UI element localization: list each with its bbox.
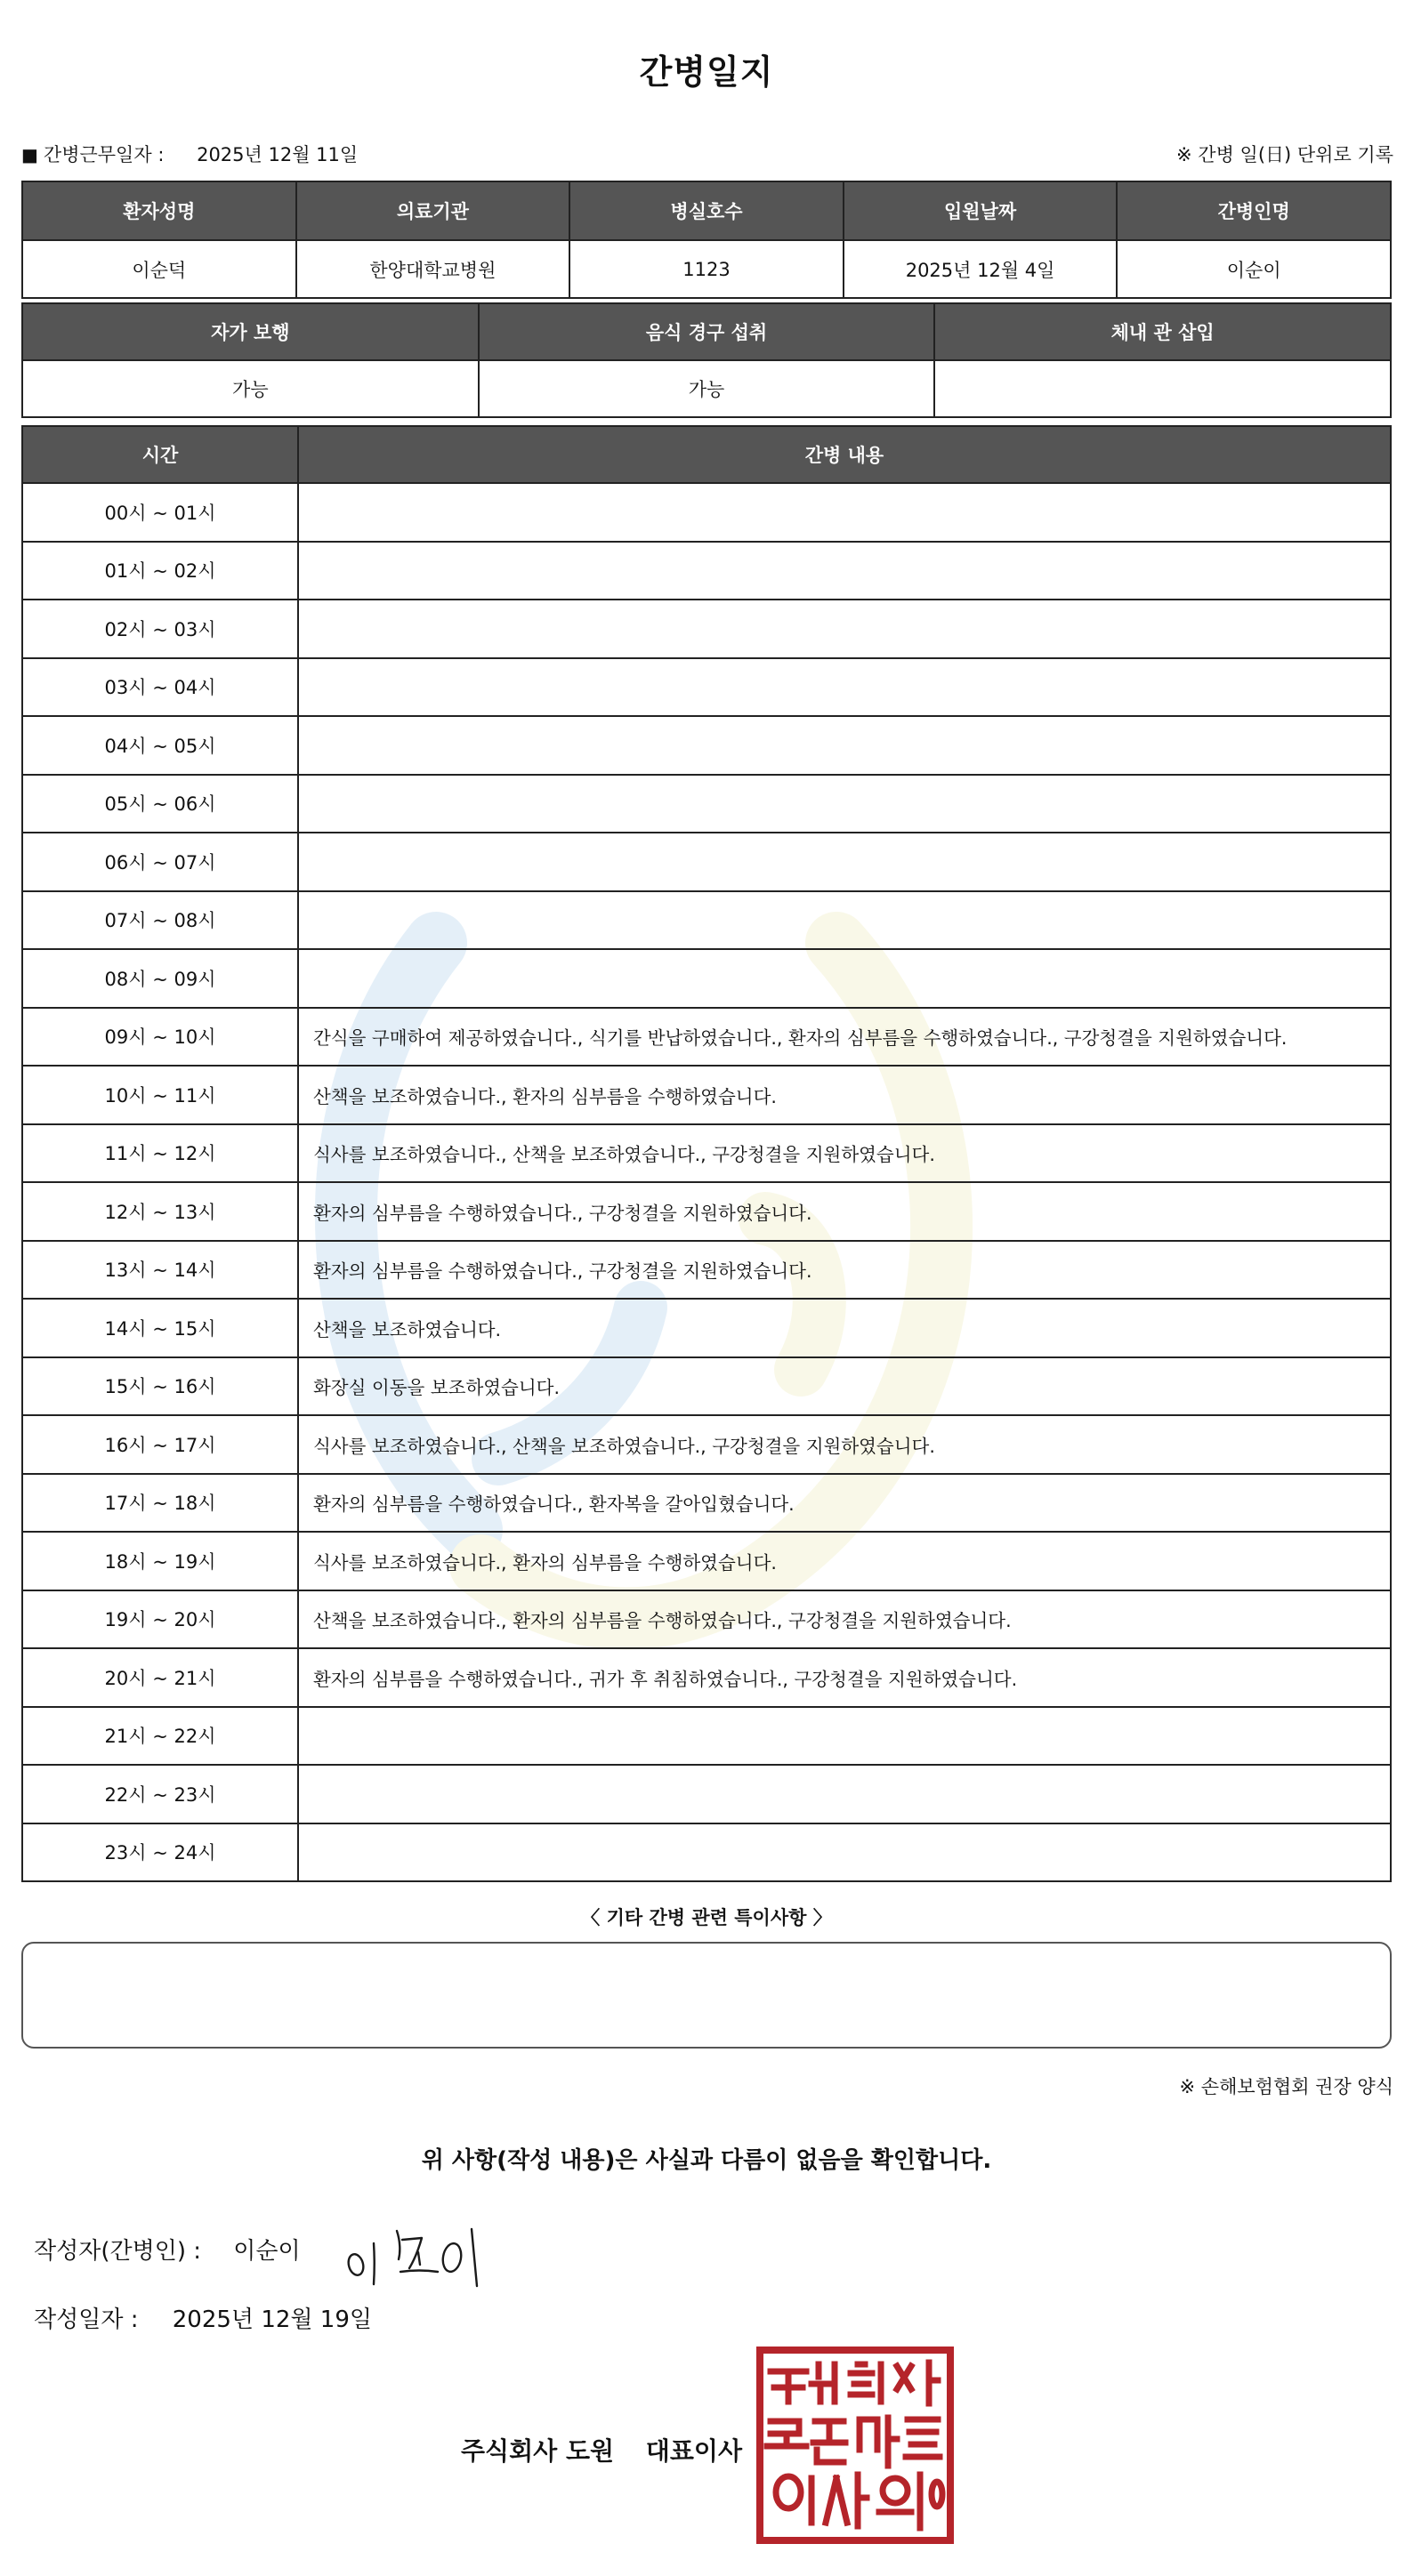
time-slot: 07시 ~ 08시 xyxy=(22,891,298,950)
header-room-number: 병실호수 xyxy=(569,181,844,240)
header-admission-date: 입원날짜 xyxy=(844,181,1118,240)
table-row xyxy=(22,891,1391,950)
care-content: 환자의 심부름을 수행하였습니다., 구강청결을 지원하였습니다. xyxy=(298,1182,1391,1241)
header-caregiver-name: 간병인명 xyxy=(1117,181,1391,240)
work-date-value: 2025년 12월 11일 xyxy=(197,144,359,165)
write-date-value: 2025년 12월 19일 xyxy=(172,2306,372,2333)
time-slot: 23시 ~ 24시 xyxy=(22,1823,298,1882)
care-content: 환자의 심부름을 수행하였습니다., 구강청결을 지원하였습니다. xyxy=(298,1241,1391,1300)
header-time: 시간 xyxy=(22,426,298,483)
table-row xyxy=(22,1707,1391,1766)
time-slot: 18시 ~ 19시 xyxy=(22,1532,298,1590)
table-row xyxy=(22,658,1391,717)
time-slot: 10시 ~ 11시 xyxy=(22,1066,298,1124)
caregiver-name: 이순이 xyxy=(1117,240,1391,298)
time-slot: 05시 ~ 06시 xyxy=(22,775,298,833)
time-slot: 01시 ~ 02시 xyxy=(22,542,298,600)
table-row xyxy=(22,1765,1391,1823)
time-slot: 09시 ~ 10시 xyxy=(22,1008,298,1067)
header-hospital: 의료기관 xyxy=(296,181,570,240)
time-slot: 16시 ~ 17시 xyxy=(22,1415,298,1474)
table-row xyxy=(22,1590,1391,1649)
care-content: 산책을 보조하였습니다., 환자의 심부름을 수행하였습니다., 구강청결을 지원하였습니다. xyxy=(298,1590,1391,1649)
work-date-separator: : xyxy=(157,144,165,165)
table-row xyxy=(22,1241,1391,1300)
table-row xyxy=(22,1823,1391,1882)
care-content xyxy=(298,716,1391,775)
self-walking-value: 가능 xyxy=(22,360,479,417)
care-content xyxy=(298,949,1391,1008)
header-patient-name: 환자성명 xyxy=(22,181,296,240)
work-date-label: 간병근무일자 xyxy=(43,144,152,165)
care-content: 식사를 보조하였습니다., 산책을 보조하였습니다., 구강청결을 지원하였습니다. xyxy=(298,1415,1391,1474)
patient-status-header-row xyxy=(22,303,1391,360)
unit-note: ※ 간병 일(日) 단위로 기록 xyxy=(1176,144,1393,165)
time-slot: 02시 ~ 03시 xyxy=(22,600,298,658)
writer-name: 이순이 xyxy=(233,2238,301,2265)
table-row xyxy=(22,1532,1391,1590)
write-date-line xyxy=(34,2301,372,2334)
write-date-label: 작성일자 : xyxy=(34,2306,139,2333)
table-row xyxy=(22,1648,1391,1707)
table-row xyxy=(22,1182,1391,1241)
table-row xyxy=(22,1415,1391,1474)
association-note: ※ 손해보험협회 권장 양식 xyxy=(1179,2076,1393,2097)
time-slot: 17시 ~ 18시 xyxy=(22,1474,298,1533)
table-row xyxy=(22,716,1391,775)
table-row xyxy=(22,833,1391,891)
patient-info-table xyxy=(21,181,1392,299)
company-line xyxy=(461,2432,742,2467)
ceo-title: 대표이사 xyxy=(645,2436,742,2466)
care-content xyxy=(298,542,1391,600)
time-slot: 11시 ~ 12시 xyxy=(22,1124,298,1183)
table-row xyxy=(22,542,1391,600)
care-content xyxy=(298,658,1391,717)
patient-info-value-row xyxy=(22,240,1391,298)
time-slot: 04시 ~ 05시 xyxy=(22,716,298,775)
time-slot: 22시 ~ 23시 xyxy=(22,1765,298,1823)
care-content xyxy=(298,1765,1391,1823)
company-name: 주식회사 도원 xyxy=(461,2436,615,2466)
care-content: 간식을 구매하여 제공하였습니다., 식기를 반납하였습니다., 환자의 심부름을 수행하였습니다., 구강청결을 지원하였습니다. xyxy=(298,1008,1391,1067)
table-row xyxy=(22,1008,1391,1067)
patient-name: 이순덕 xyxy=(22,240,296,298)
care-content: 환자의 심부름을 수행하였습니다., 환자복을 갈아입혔습니다. xyxy=(298,1474,1391,1533)
handwritten-signature xyxy=(338,2213,516,2293)
care-content: 산책을 보조하였습니다., 환자의 심부름을 수행하였습니다. xyxy=(298,1066,1391,1124)
header-care-content: 간병 내용 xyxy=(298,426,1391,483)
time-slot: 12시 ~ 13시 xyxy=(22,1182,298,1241)
table-row xyxy=(22,1357,1391,1416)
oral-intake-value: 가능 xyxy=(479,360,935,417)
table-row xyxy=(22,600,1391,658)
admission-date: 2025년 12월 4일 xyxy=(844,240,1118,298)
care-content xyxy=(298,775,1391,833)
time-slot: 20시 ~ 21시 xyxy=(22,1648,298,1707)
care-content xyxy=(298,891,1391,950)
patient-info-header-row xyxy=(22,181,1391,240)
confirmation-statement: 위 사항(작성 내용)은 사실과 다름이 없음을 확인합니다. xyxy=(421,2147,992,2174)
care-content xyxy=(298,483,1391,542)
table-row xyxy=(22,1124,1391,1183)
table-row xyxy=(22,1474,1391,1533)
care-content: 식사를 보조하였습니다., 환자의 심부름을 수행하였습니다. xyxy=(298,1532,1391,1590)
time-slot: 06시 ~ 07시 xyxy=(22,833,298,891)
time-slot: 03시 ~ 04시 xyxy=(22,658,298,717)
square-bullet-icon: ■ xyxy=(21,144,38,165)
header-self-walking: 자가 보행 xyxy=(22,303,479,360)
hospital-name: 한양대학교병원 xyxy=(296,240,570,298)
page-title: 간병일지 xyxy=(639,52,774,92)
time-slot: 00시 ~ 01시 xyxy=(22,483,298,542)
company-seal-stamp xyxy=(755,2345,956,2546)
table-row xyxy=(22,1299,1391,1357)
writer-line xyxy=(34,2233,301,2266)
tube-insertion-value xyxy=(934,360,1391,417)
header-tube-insertion: 체내 관 삽입 xyxy=(934,303,1391,360)
care-content: 환자의 심부름을 수행하였습니다., 귀가 후 취침하였습니다., 구강청결을 지원하였습니다. xyxy=(298,1648,1391,1707)
time-slot: 19시 ~ 20시 xyxy=(22,1590,298,1649)
table-row xyxy=(22,949,1391,1008)
patient-status-table xyxy=(21,302,1392,418)
care-schedule-table xyxy=(21,425,1392,1882)
time-slot: 15시 ~ 16시 xyxy=(22,1357,298,1416)
care-content: 화장실 이동을 보조하였습니다. xyxy=(298,1357,1391,1416)
schedule-header-row xyxy=(22,426,1391,483)
table-row xyxy=(22,483,1391,542)
header-oral-intake: 음식 경구 섭취 xyxy=(479,303,935,360)
table-row xyxy=(22,1066,1391,1124)
work-date-line xyxy=(21,141,358,167)
patient-status-value-row xyxy=(22,360,1391,417)
care-content: 식사를 보조하였습니다., 산책을 보조하였습니다., 구강청결을 지원하였습니다. xyxy=(298,1124,1391,1183)
writer-label: 작성자(간병인) : xyxy=(34,2238,202,2265)
table-row xyxy=(22,775,1391,833)
care-content xyxy=(298,1823,1391,1882)
remarks-title: 〈 기타 간병 관련 특이사항 〉 xyxy=(581,1907,832,1928)
care-content xyxy=(298,600,1391,658)
time-slot: 21시 ~ 22시 xyxy=(22,1707,298,1766)
time-slot: 14시 ~ 15시 xyxy=(22,1299,298,1357)
care-content xyxy=(298,1707,1391,1766)
time-slot: 08시 ~ 09시 xyxy=(22,949,298,1008)
remarks-box xyxy=(21,1942,1392,2049)
care-content: 산책을 보조하였습니다. xyxy=(298,1299,1391,1357)
time-slot: 13시 ~ 14시 xyxy=(22,1241,298,1300)
room-number: 1123 xyxy=(569,240,844,298)
care-content xyxy=(298,833,1391,891)
